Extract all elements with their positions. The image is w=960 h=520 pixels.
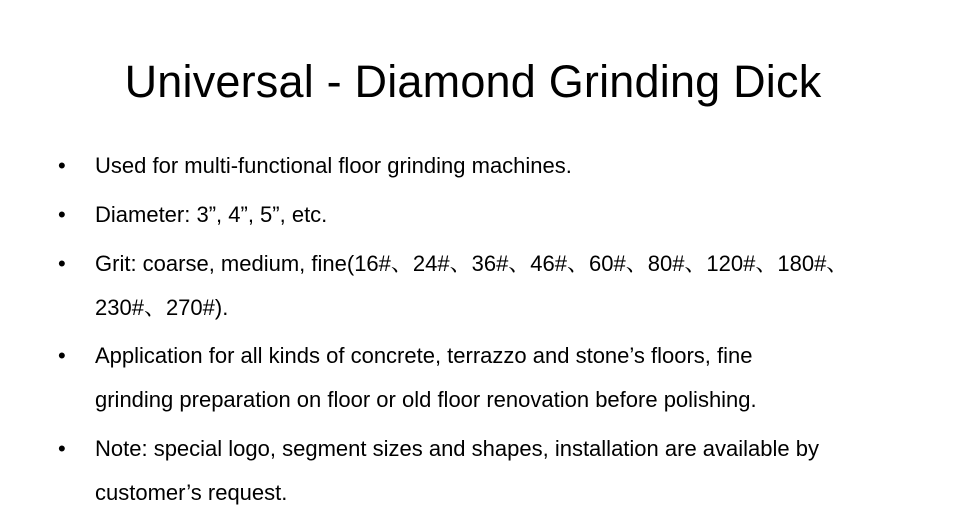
bullet-text: Note: special logo, segment sizes and shapes, installation are available by customer’s request. (95, 436, 819, 505)
bullet-text: Grit: coarse, medium, fine(16#、24#、36#、46#、60#、80#、120#、180#、 230#、270#). (95, 251, 849, 320)
bullet-dot-icon: • (58, 251, 66, 276)
bullet-text: Diameter: 3”, 4”, 5”, etc. (95, 202, 328, 227)
bullet-dot-icon: • (58, 436, 66, 461)
bullet-dot-icon: • (58, 343, 66, 368)
bullet-dot-icon: • (58, 153, 66, 178)
slide-title: Universal - Diamond Grinding Dick (124, 56, 822, 107)
bullet-dot-icon: • (58, 202, 66, 227)
bullet-text: Used for multi-functional floor grinding machines. (95, 153, 572, 178)
bullet-text: Application for all kinds of concrete, terrazzo and stone’s floors, fine grinding preparation on floor or old floor renovation before polishing. (95, 343, 757, 412)
